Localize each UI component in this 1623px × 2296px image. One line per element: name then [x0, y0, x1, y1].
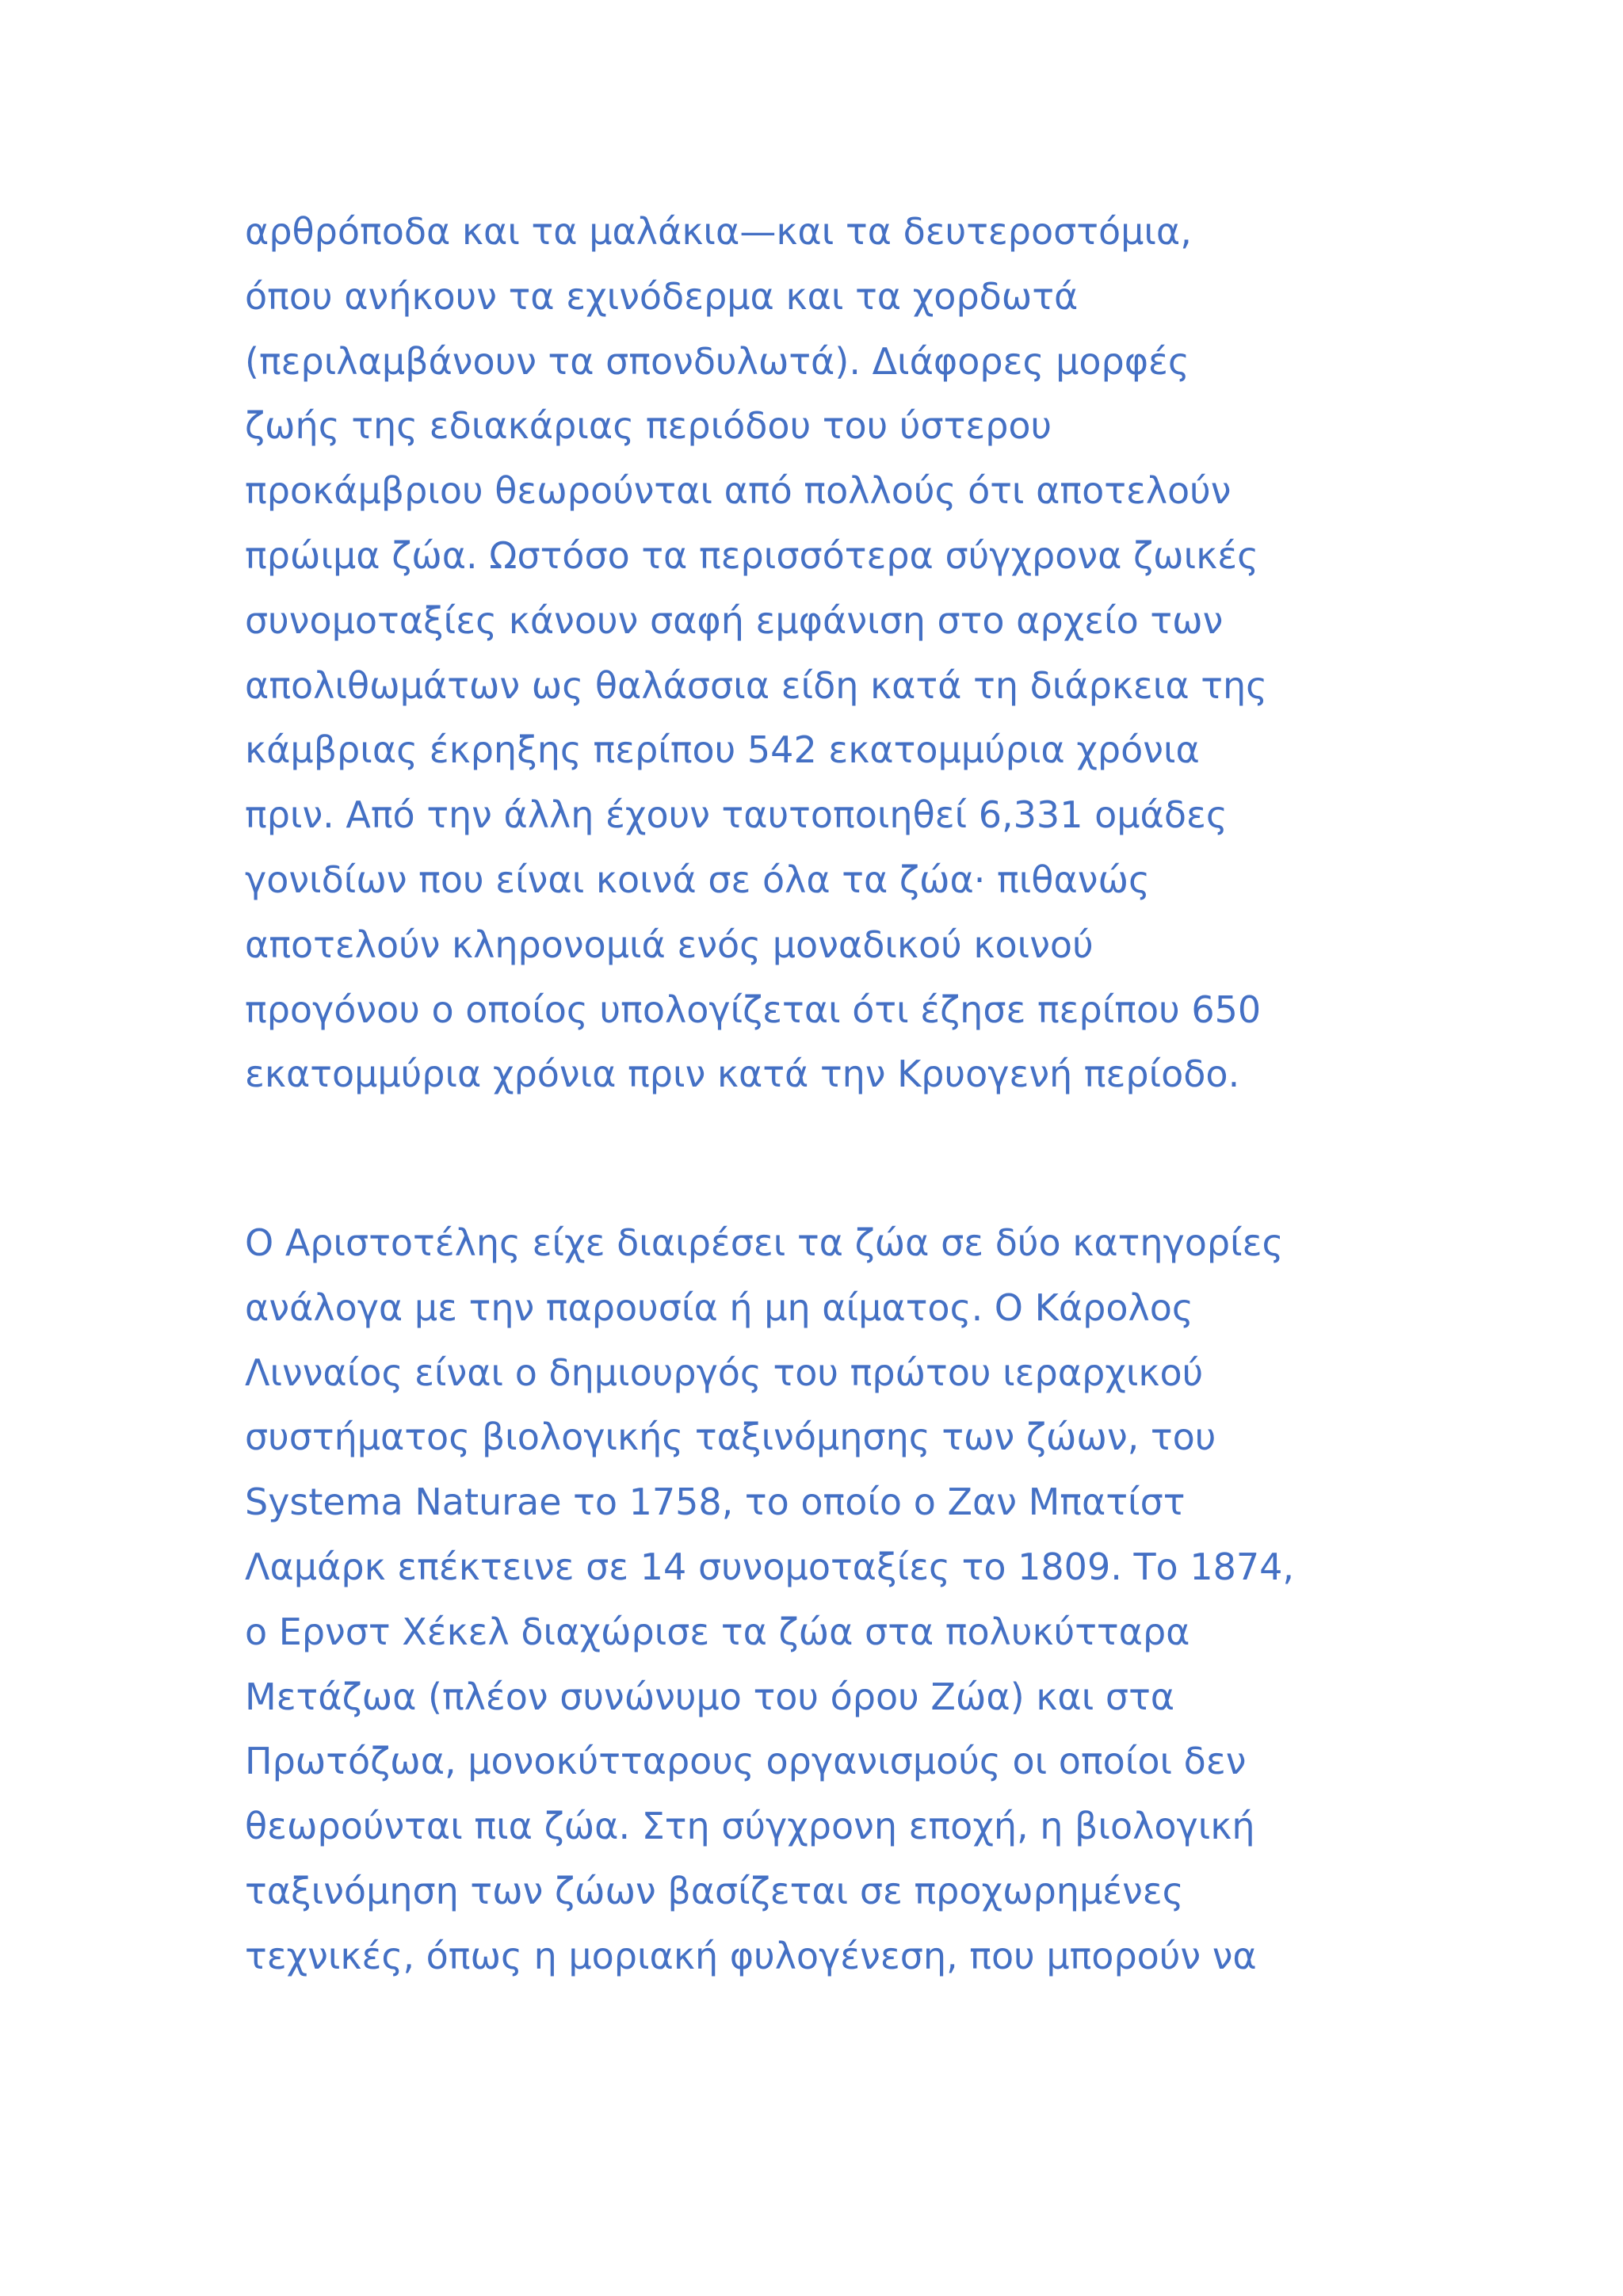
paragraph-1 — [245, 200, 1402, 1107]
paragraph-1-line-7: συνομοταξίες κάνουν σαφή εμφάνιση στο αρχείο των — [245, 598, 1224, 642]
paragraph-2-line-10: θεωρούνται πια ζώα. Στη σύγχρονη εποχή, η βιολογική — [245, 1805, 1255, 1848]
paragraph-1-line-1: αρθρόποδα και τα μαλάκια—και τα δευτεροστόμια, — [245, 210, 1192, 253]
paragraph-1-line-14: εκατομμύρια χρόνια πριν κατά την Κρυογενή περίοδο. — [245, 1052, 1240, 1096]
paragraph-2-line-4: συστήματος βιολογικής ταξινόμησης των ζώων, του — [245, 1415, 1216, 1459]
paragraph-2-line-9: Πρωτόζωα, μονοκύτταρους οργανισμούς οι οποίοι δεν — [245, 1740, 1247, 1783]
paragraph-1-line-5: προκάμβριου θεωρούνται από πολλούς ότι αποτελούν — [245, 469, 1232, 513]
paragraph-1-line-13: προγόνου ο οποίος υπολογίζεται ότι έζησε περίπου 650 — [245, 988, 1262, 1031]
paragraph-1-line-12: αποτελούν κληρονομιά ενός μοναδικού κοινού — [245, 923, 1094, 966]
paragraph-1-line-10: πριν. Από την άλλη έχουν ταυτοποιηθεί 6,331 ομάδες — [245, 793, 1228, 837]
paragraph-2-line-8: Μετάζωα (πλέον συνώνυμο του όρου Ζώα) και στα — [245, 1675, 1175, 1718]
paragraph-2-line-3: Λινναίος είναι ο δημιουργός του πρώτου ιεραρχικού — [245, 1350, 1204, 1394]
paragraph-1-line-4: ζωής της εδιακάριας περιόδου του ύστερου — [245, 404, 1052, 448]
paragraph-1-line-9: κάμβριας έκρηξης περίπου 542 εκατομμύρια χρόνια — [245, 728, 1200, 772]
paragraph-2-line-5: Systema Naturae το 1758, το οποίο ο Ζαν Μπατίστ — [245, 1480, 1186, 1524]
paragraph-2-line-6: Λαμάρκ επέκτεινε σε 14 συνομοταξίες το 1809. Το 1874, — [245, 1545, 1295, 1588]
paragraph-2-line-7: ο Ερνστ Χέκελ διαχώρισε τα ζώα στα πολυκύτταρα — [245, 1610, 1190, 1653]
paragraph-2-line-11: ταξινόμηση των ζώων βασίζεται σε προχωρημένες — [245, 1869, 1184, 1912]
paragraph-1-line-2: όπου ανήκουν τα εχινόδερμα και τα χορδωτά — [245, 274, 1079, 318]
paragraph-2 — [245, 1211, 1402, 1989]
paragraph-1-line-6: πρώιμα ζώα. Ωστόσο τα περισσότερα σύγχρονα ζωικές — [245, 533, 1259, 577]
paragraph-1-line-8: απολιθωμάτων ως θαλάσσια είδη κατά τη διάρκεια της — [245, 663, 1268, 707]
paragraph-1-line-11: γονιδίων που είναι κοινά σε όλα τα ζώα· πιθανώς — [245, 858, 1150, 901]
paragraph-2-line-2: ανάλογα με την παρουσία ή μη αίματος. Ο Κάρολος — [245, 1286, 1193, 1329]
paragraph-2-line-1: Ο Αριστοτέλης είχε διαιρέσει τα ζώα σε δύο κατηγορίες — [245, 1221, 1284, 1264]
paragraph-2-line-12: τεχνικές, όπως η μοριακή φυλογένεση, που μπορούν να — [245, 1934, 1257, 1977]
paragraph-1-line-3: (περιλαμβάνουν τα σπονδυλωτά). Διάφορες μορφές — [245, 339, 1190, 383]
